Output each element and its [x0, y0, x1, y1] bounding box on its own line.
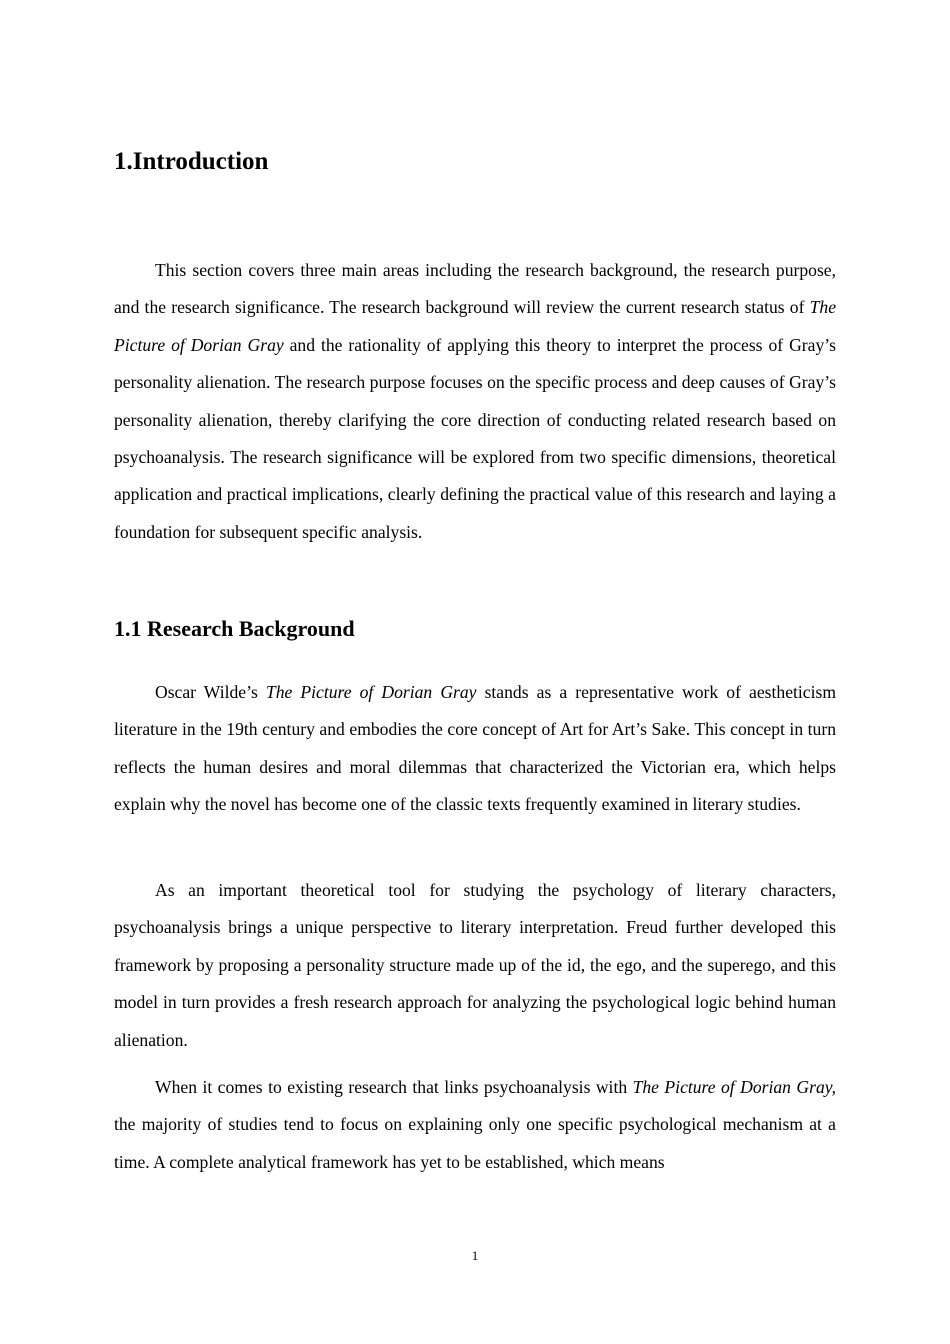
book-title: The Picture of Dorian Gray,	[632, 1077, 836, 1097]
paragraph-text: the majority of studies tend to focus on explaining only one specific psychological mechanism at a time. A complete analytical framework has yet to be established, which means	[114, 1114, 836, 1172]
paragraph-text: As an important theoretical tool for studying the psychology of literary characters, psychoanalysis brings a unique perspective to literary interpretation. Freud further developed this framework by proposing a personality structure made up of the id, the ego, and the superego, and this model in turn provides a fresh research approach for analyzing the psychological logic behind human alienation.	[114, 880, 836, 1050]
paragraph-text: When it comes to existing research that links psychoanalysis with	[155, 1077, 633, 1097]
background-paragraph-1	[114, 674, 836, 824]
intro-paragraph-text: This section covers three main areas including the research background, the research purpose, and the research significance. The research background will review the current research status of	[114, 260, 836, 318]
paragraph-text: stands as a representative work of aestheticism literature in the 19th century and embodies the core concept of Art for Art’s Sake. This concept in turn reflects the human desires and moral dilemmas that characterized the Victorian era, which helps explain why the novel has become one of the classic texts frequently examined in literary studies.	[114, 682, 837, 815]
intro-paragraph-text: and the rationality of applying this theory to interpret the process of Gray’s personality alienation. The research purpose focuses on the specific process and deep causes of Gray’s personality alienation, thereby clarifying the core direction of conducting related research based on psychoanalysis. The research significance will be explored from two specific dimensions, theoretical application and practical implications, clearly defining the practical value of this research and laying a foundation for subsequent specific analysis.	[114, 334, 836, 542]
paragraph-text: Oscar Wilde’s	[155, 682, 266, 702]
chapter-heading: 1.Introduction	[114, 148, 269, 175]
book-title: The Picture of Dorian Gray	[114, 297, 836, 355]
background-paragraph-2	[114, 872, 836, 1059]
page-number: 1	[471, 1248, 479, 1263]
section-heading: 1.1 Research Background	[114, 616, 355, 641]
book-title: The Picture of Dorian Gray	[265, 682, 477, 702]
intro-paragraph	[114, 252, 836, 551]
background-paragraph-3	[114, 1069, 836, 1181]
